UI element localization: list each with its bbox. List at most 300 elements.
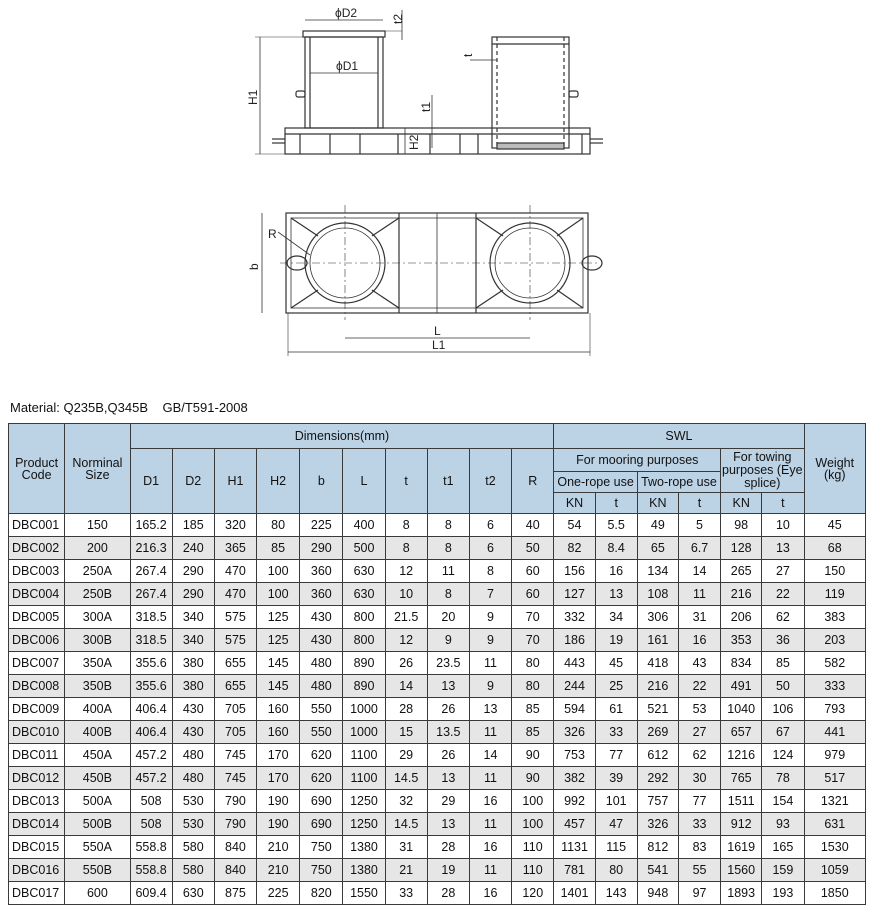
table-cell: 765 bbox=[721, 767, 762, 790]
table-cell: 27 bbox=[762, 560, 804, 583]
table-cell: 13 bbox=[469, 698, 511, 721]
table-cell: 360 bbox=[300, 560, 343, 583]
table-cell: 77 bbox=[678, 790, 720, 813]
table-cell: 6.7 bbox=[678, 537, 720, 560]
left-post-cap bbox=[303, 31, 385, 37]
table-cell: 36 bbox=[762, 629, 804, 652]
table-cell: 68 bbox=[804, 537, 865, 560]
table-cell: 154 bbox=[762, 790, 804, 813]
product-code-cell: DBC017 bbox=[9, 882, 65, 905]
header-b: b bbox=[300, 449, 343, 514]
table-row bbox=[9, 560, 866, 583]
table-cell: 225 bbox=[300, 514, 343, 537]
label-l: L bbox=[434, 324, 441, 338]
table-cell: 340 bbox=[172, 606, 214, 629]
table-cell: 1250 bbox=[343, 790, 385, 813]
table-cell: 100 bbox=[257, 560, 300, 583]
specification-table bbox=[8, 423, 866, 905]
table-cell: 85 bbox=[512, 698, 554, 721]
material-spec: Material: Q235B,Q345B GB/T591-2008 bbox=[10, 400, 248, 415]
table-cell: 61 bbox=[595, 698, 637, 721]
table-cell: 31 bbox=[385, 836, 427, 859]
table-cell: 320 bbox=[214, 514, 256, 537]
table-cell: 1550 bbox=[343, 882, 385, 905]
table-cell: 530 bbox=[172, 813, 214, 836]
table-cell: 750 bbox=[300, 836, 343, 859]
table-cell: 1100 bbox=[343, 744, 385, 767]
table-cell: 793 bbox=[804, 698, 865, 721]
table-cell: 115 bbox=[595, 836, 637, 859]
table-cell: 292 bbox=[637, 767, 678, 790]
table-cell: 15 bbox=[385, 721, 427, 744]
table-cell: 326 bbox=[637, 813, 678, 836]
table-cell: 70 bbox=[512, 606, 554, 629]
table-cell: 83 bbox=[678, 836, 720, 859]
table-cell: 43 bbox=[678, 652, 720, 675]
table-cell: 29 bbox=[427, 790, 469, 813]
table-cell: 1850 bbox=[804, 882, 865, 905]
table-cell: 23.5 bbox=[427, 652, 469, 675]
table-cell: 60 bbox=[512, 560, 554, 583]
table-cell: 1250 bbox=[343, 813, 385, 836]
table-cell: 47 bbox=[595, 813, 637, 836]
table-cell: 1619 bbox=[721, 836, 762, 859]
table-cell: 100 bbox=[257, 583, 300, 606]
table-cell: 1380 bbox=[343, 859, 385, 882]
table-cell: 160 bbox=[257, 698, 300, 721]
table-cell: 50 bbox=[512, 537, 554, 560]
table-cell: 90 bbox=[512, 767, 554, 790]
table-cell: 21 bbox=[385, 859, 427, 882]
table-cell: 10 bbox=[762, 514, 804, 537]
table-body bbox=[9, 514, 866, 905]
table-cell: 1321 bbox=[804, 790, 865, 813]
label-t2: t2 bbox=[391, 13, 405, 24]
table-cell: 600 bbox=[65, 882, 130, 905]
table-cell: 380 bbox=[172, 652, 214, 675]
table-cell: 190 bbox=[257, 813, 300, 836]
table-cell: 85 bbox=[762, 652, 804, 675]
product-code-cell: DBC006 bbox=[9, 629, 65, 652]
table-cell: 430 bbox=[172, 698, 214, 721]
table-cell: 106 bbox=[762, 698, 804, 721]
table-cell: 1059 bbox=[804, 859, 865, 882]
table-cell: 790 bbox=[214, 790, 256, 813]
product-code-cell: DBC007 bbox=[9, 652, 65, 675]
table-cell: 480 bbox=[300, 652, 343, 675]
table-cell: 8.4 bbox=[595, 537, 637, 560]
product-code-cell: DBC013 bbox=[9, 790, 65, 813]
table-cell: 430 bbox=[300, 629, 343, 652]
table-cell: 550B bbox=[65, 859, 130, 882]
header-dimensions: Dimensions(mm) bbox=[130, 424, 554, 449]
table-cell: 39 bbox=[595, 767, 637, 790]
table-row bbox=[9, 537, 866, 560]
table-cell: 365 bbox=[214, 537, 256, 560]
table-cell: 541 bbox=[637, 859, 678, 882]
table-cell: 350A bbox=[65, 652, 130, 675]
header-unit-kn: KN bbox=[637, 493, 678, 514]
table-cell: 6 bbox=[469, 514, 511, 537]
table-cell: 85 bbox=[512, 721, 554, 744]
table-cell: 10 bbox=[385, 583, 427, 606]
table-cell: 1040 bbox=[721, 698, 762, 721]
table-cell: 5.5 bbox=[595, 514, 637, 537]
table-row bbox=[9, 583, 866, 606]
table-cell: 250A bbox=[65, 560, 130, 583]
table-cell: 119 bbox=[804, 583, 865, 606]
table-cell: 609.4 bbox=[130, 882, 172, 905]
table-cell: 85 bbox=[257, 537, 300, 560]
table-cell: 16 bbox=[469, 836, 511, 859]
table-cell: 267.4 bbox=[130, 583, 172, 606]
table-cell: 70 bbox=[512, 629, 554, 652]
table-cell: 45 bbox=[804, 514, 865, 537]
table-cell: 383 bbox=[804, 606, 865, 629]
table-cell: 558.8 bbox=[130, 859, 172, 882]
table-cell: 480 bbox=[172, 744, 214, 767]
label-h2: H2 bbox=[407, 134, 421, 150]
table-cell: 290 bbox=[300, 537, 343, 560]
table-cell: 745 bbox=[214, 767, 256, 790]
table-cell: 16 bbox=[469, 790, 511, 813]
table-cell: 11 bbox=[469, 767, 511, 790]
table-cell: 65 bbox=[637, 537, 678, 560]
table-cell: 269 bbox=[637, 721, 678, 744]
table-cell: 318.5 bbox=[130, 606, 172, 629]
table-cell: 145 bbox=[257, 675, 300, 698]
table-cell: 193 bbox=[762, 882, 804, 905]
table-cell: 11 bbox=[469, 721, 511, 744]
table-cell: 11 bbox=[678, 583, 720, 606]
label-b: b bbox=[247, 263, 261, 270]
table-cell: 62 bbox=[678, 744, 720, 767]
table-row bbox=[9, 698, 866, 721]
table-cell: 508 bbox=[130, 813, 172, 836]
table-cell: 1131 bbox=[554, 836, 595, 859]
table-cell: 225 bbox=[257, 882, 300, 905]
table-cell: 812 bbox=[637, 836, 678, 859]
product-code-cell: DBC009 bbox=[9, 698, 65, 721]
table-cell: 33 bbox=[385, 882, 427, 905]
table-cell: 630 bbox=[343, 583, 385, 606]
table-cell: 575 bbox=[214, 606, 256, 629]
table-cell: 19 bbox=[427, 859, 469, 882]
table-cell: 186 bbox=[554, 629, 595, 652]
table-cell: 93 bbox=[762, 813, 804, 836]
table-cell: 690 bbox=[300, 813, 343, 836]
table-cell: 22 bbox=[762, 583, 804, 606]
table-cell: 170 bbox=[257, 744, 300, 767]
table-cell: 630 bbox=[172, 882, 214, 905]
table-cell: 620 bbox=[300, 744, 343, 767]
table-cell: 457.2 bbox=[130, 744, 172, 767]
table-cell: 1530 bbox=[804, 836, 865, 859]
table-cell: 159 bbox=[762, 859, 804, 882]
table-cell: 143 bbox=[595, 882, 637, 905]
table-cell: 594 bbox=[554, 698, 595, 721]
table-cell: 210 bbox=[257, 836, 300, 859]
label-d1: ϕD1 bbox=[336, 59, 359, 73]
table-cell: 16 bbox=[469, 882, 511, 905]
right-pin bbox=[569, 91, 578, 97]
table-cell: 500B bbox=[65, 813, 130, 836]
table-cell: 332 bbox=[554, 606, 595, 629]
table-cell: 400A bbox=[65, 698, 130, 721]
table-cell: 29 bbox=[385, 744, 427, 767]
header-h2: H2 bbox=[257, 449, 300, 514]
table-cell: 979 bbox=[804, 744, 865, 767]
table-cell: 1000 bbox=[343, 698, 385, 721]
header-t1: t1 bbox=[427, 449, 469, 514]
table-cell: 890 bbox=[343, 652, 385, 675]
table-cell: 521 bbox=[637, 698, 678, 721]
table-cell: 80 bbox=[257, 514, 300, 537]
table-cell: 12 bbox=[385, 560, 427, 583]
table-cell: 60 bbox=[512, 583, 554, 606]
table-row bbox=[9, 790, 866, 813]
table-cell: 558.8 bbox=[130, 836, 172, 859]
table-cell: 210 bbox=[257, 859, 300, 882]
table-cell: 360 bbox=[300, 583, 343, 606]
table-cell: 655 bbox=[214, 652, 256, 675]
table-cell: 350B bbox=[65, 675, 130, 698]
table-cell: 8 bbox=[427, 583, 469, 606]
header-towing: For towing purposes (Eye splice) bbox=[721, 449, 804, 493]
product-code-cell: DBC014 bbox=[9, 813, 65, 836]
table-cell: 13 bbox=[595, 583, 637, 606]
table-cell: 128 bbox=[721, 537, 762, 560]
table-cell: 820 bbox=[300, 882, 343, 905]
table-cell: 340 bbox=[172, 629, 214, 652]
table-cell: 457.2 bbox=[130, 767, 172, 790]
table-cell: 1216 bbox=[721, 744, 762, 767]
table-cell: 1380 bbox=[343, 836, 385, 859]
table-cell: 8 bbox=[427, 537, 469, 560]
table-cell: 318.5 bbox=[130, 629, 172, 652]
table-cell: 97 bbox=[678, 882, 720, 905]
table-cell: 1560 bbox=[721, 859, 762, 882]
table-cell: 705 bbox=[214, 721, 256, 744]
table-cell: 216 bbox=[721, 583, 762, 606]
product-code-cell: DBC005 bbox=[9, 606, 65, 629]
table-cell: 9 bbox=[427, 629, 469, 652]
header-two-rope: Two-rope use bbox=[637, 472, 720, 493]
table-row bbox=[9, 652, 866, 675]
table-cell: 355.6 bbox=[130, 675, 172, 698]
table-cell: 21.5 bbox=[385, 606, 427, 629]
table-cell: 430 bbox=[172, 721, 214, 744]
table-cell: 1000 bbox=[343, 721, 385, 744]
table-cell: 657 bbox=[721, 721, 762, 744]
table-cell: 156 bbox=[554, 560, 595, 583]
table-row bbox=[9, 675, 866, 698]
header-unit-kn: KN bbox=[721, 493, 762, 514]
table-cell: 50 bbox=[762, 675, 804, 698]
header-t: t bbox=[385, 449, 427, 514]
table-cell: 16 bbox=[595, 560, 637, 583]
table-cell: 450B bbox=[65, 767, 130, 790]
table-cell: 1511 bbox=[721, 790, 762, 813]
product-code-cell: DBC010 bbox=[9, 721, 65, 744]
table-cell: 134 bbox=[637, 560, 678, 583]
table-cell: 631 bbox=[804, 813, 865, 836]
table-cell: 13 bbox=[427, 767, 469, 790]
table-cell: 62 bbox=[762, 606, 804, 629]
table-cell: 450A bbox=[65, 744, 130, 767]
table-cell: 13 bbox=[427, 675, 469, 698]
product-code-cell: DBC004 bbox=[9, 583, 65, 606]
table-cell: 8 bbox=[427, 514, 469, 537]
table-cell: 16 bbox=[678, 629, 720, 652]
header-nominal-size: Norminal Size bbox=[65, 424, 130, 514]
table-cell: 470 bbox=[214, 560, 256, 583]
table-cell: 406.4 bbox=[130, 698, 172, 721]
table-cell: 190 bbox=[257, 790, 300, 813]
table-cell: 580 bbox=[172, 836, 214, 859]
table-cell: 20 bbox=[427, 606, 469, 629]
header-d1: D1 bbox=[130, 449, 172, 514]
label-r: R bbox=[268, 227, 277, 241]
table-cell: 470 bbox=[214, 583, 256, 606]
table-cell: 27 bbox=[678, 721, 720, 744]
table-cell: 127 bbox=[554, 583, 595, 606]
table-cell: 753 bbox=[554, 744, 595, 767]
table-cell: 216 bbox=[637, 675, 678, 698]
table-cell: 655 bbox=[214, 675, 256, 698]
table-cell: 40 bbox=[512, 514, 554, 537]
table-cell: 550A bbox=[65, 836, 130, 859]
table-cell: 575 bbox=[214, 629, 256, 652]
table-cell: 11 bbox=[469, 859, 511, 882]
table-cell: 8 bbox=[385, 537, 427, 560]
header-unit-t: t bbox=[595, 493, 637, 514]
table-cell: 67 bbox=[762, 721, 804, 744]
table-cell: 840 bbox=[214, 836, 256, 859]
table-cell: 7 bbox=[469, 583, 511, 606]
table-cell: 781 bbox=[554, 859, 595, 882]
table-row bbox=[9, 836, 866, 859]
table-cell: 14.5 bbox=[385, 813, 427, 836]
table-cell: 11 bbox=[427, 560, 469, 583]
table-cell: 8 bbox=[385, 514, 427, 537]
table-cell: 382 bbox=[554, 767, 595, 790]
table-cell: 6 bbox=[469, 537, 511, 560]
table-cell: 216.3 bbox=[130, 537, 172, 560]
table-cell: 290 bbox=[172, 560, 214, 583]
table-cell: 206 bbox=[721, 606, 762, 629]
product-code-cell: DBC015 bbox=[9, 836, 65, 859]
table-cell: 418 bbox=[637, 652, 678, 675]
table-cell: 49 bbox=[637, 514, 678, 537]
header-product-code: Product Code bbox=[9, 424, 65, 514]
table-cell: 948 bbox=[637, 882, 678, 905]
table-cell: 333 bbox=[804, 675, 865, 698]
table-row bbox=[9, 514, 866, 537]
header-h1: H1 bbox=[214, 449, 256, 514]
product-code-cell: DBC016 bbox=[9, 859, 65, 882]
table-cell: 34 bbox=[595, 606, 637, 629]
table-cell: 240 bbox=[172, 537, 214, 560]
table-cell: 25 bbox=[595, 675, 637, 698]
table-cell: 13.5 bbox=[427, 721, 469, 744]
table-cell: 400 bbox=[343, 514, 385, 537]
table-cell: 13 bbox=[762, 537, 804, 560]
table-cell: 353 bbox=[721, 629, 762, 652]
table-cell: 53 bbox=[678, 698, 720, 721]
header-weight: Weight (kg) bbox=[804, 424, 865, 514]
label-h1: H1 bbox=[246, 89, 260, 105]
table-cell: 875 bbox=[214, 882, 256, 905]
table-cell: 110 bbox=[512, 859, 554, 882]
table-cell: 150 bbox=[65, 514, 130, 537]
table-cell: 82 bbox=[554, 537, 595, 560]
table-cell: 101 bbox=[595, 790, 637, 813]
table-cell: 14 bbox=[385, 675, 427, 698]
table-cell: 80 bbox=[595, 859, 637, 882]
table-cell: 530 bbox=[172, 790, 214, 813]
base-plate-front bbox=[285, 128, 590, 154]
table-cell: 326 bbox=[554, 721, 595, 744]
table-cell: 550 bbox=[300, 698, 343, 721]
table-cell: 912 bbox=[721, 813, 762, 836]
table-cell: 26 bbox=[385, 652, 427, 675]
table-cell: 12 bbox=[385, 629, 427, 652]
left-pin bbox=[296, 91, 305, 97]
bollard-drawing-svg bbox=[0, 0, 875, 380]
table-cell: 185 bbox=[172, 514, 214, 537]
table-cell: 9 bbox=[469, 606, 511, 629]
table-row bbox=[9, 744, 866, 767]
table-cell: 250B bbox=[65, 583, 130, 606]
table-cell: 54 bbox=[554, 514, 595, 537]
table-cell: 165.2 bbox=[130, 514, 172, 537]
table-cell: 491 bbox=[721, 675, 762, 698]
table-cell: 150 bbox=[804, 560, 865, 583]
product-code-cell: DBC008 bbox=[9, 675, 65, 698]
table-cell: 612 bbox=[637, 744, 678, 767]
table-cell: 77 bbox=[595, 744, 637, 767]
table-cell: 30 bbox=[678, 767, 720, 790]
table-cell: 33 bbox=[595, 721, 637, 744]
table-cell: 13 bbox=[427, 813, 469, 836]
table-cell: 517 bbox=[804, 767, 865, 790]
table-cell: 300A bbox=[65, 606, 130, 629]
left-post-front bbox=[305, 37, 383, 128]
table-cell: 22 bbox=[678, 675, 720, 698]
product-code-cell: DBC001 bbox=[9, 514, 65, 537]
table-cell: 110 bbox=[512, 836, 554, 859]
table-cell: 690 bbox=[300, 790, 343, 813]
table-cell: 19 bbox=[595, 629, 637, 652]
technical-drawing bbox=[0, 0, 875, 380]
label-t1: t1 bbox=[419, 101, 433, 112]
table-cell: 26 bbox=[427, 698, 469, 721]
table-cell: 200 bbox=[65, 537, 130, 560]
table-cell: 90 bbox=[512, 744, 554, 767]
table-cell: 265 bbox=[721, 560, 762, 583]
table-cell: 480 bbox=[300, 675, 343, 698]
product-code-cell: DBC011 bbox=[9, 744, 65, 767]
table-cell: 28 bbox=[385, 698, 427, 721]
table-cell: 26 bbox=[427, 744, 469, 767]
table-cell: 14 bbox=[678, 560, 720, 583]
header-unit-t: t bbox=[678, 493, 720, 514]
table-cell: 1401 bbox=[554, 882, 595, 905]
table-cell: 14.5 bbox=[385, 767, 427, 790]
table-cell: 840 bbox=[214, 859, 256, 882]
table-cell: 890 bbox=[343, 675, 385, 698]
